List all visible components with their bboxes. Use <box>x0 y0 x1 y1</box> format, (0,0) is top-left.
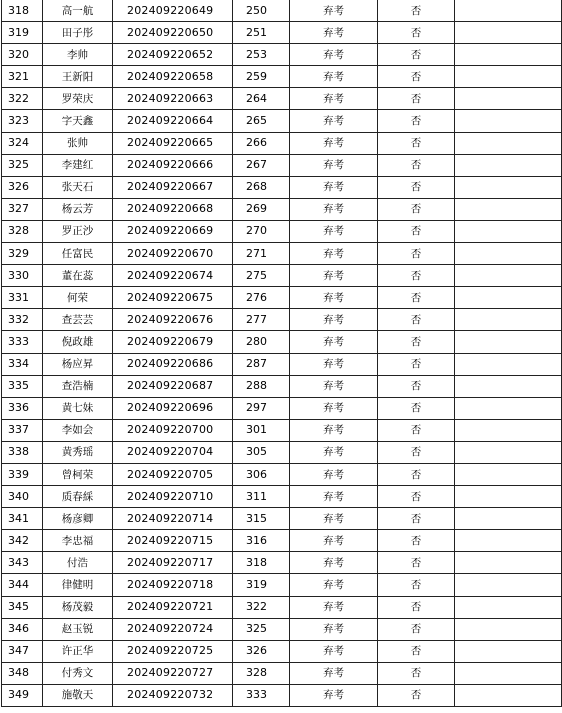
exam-status-cell: 弃考 <box>290 220 378 242</box>
admission-ticket-cell: 202409220663 <box>113 88 233 110</box>
admission-ticket-cell: 202409220666 <box>113 154 233 176</box>
candidate-name-cell: 倪政雄 <box>43 331 113 353</box>
seat-number-cell: 306 <box>233 463 290 485</box>
table-row <box>2 684 562 706</box>
admission-ticket-cell: 202409220714 <box>113 508 233 530</box>
admission-ticket-cell: 202409220665 <box>113 132 233 154</box>
table-row <box>2 309 562 331</box>
results-sheet <box>1 0 561 707</box>
qualified-cell: 否 <box>378 419 455 441</box>
table-row <box>2 662 562 684</box>
exam-status-cell: 弃考 <box>290 552 378 574</box>
remarks-cell <box>455 530 562 552</box>
row-number-cell: 319 <box>2 22 43 44</box>
qualified-cell: 否 <box>378 552 455 574</box>
seat-number-cell: 315 <box>233 508 290 530</box>
candidate-name-cell: 付浩 <box>43 552 113 574</box>
row-number-cell: 345 <box>2 596 43 618</box>
seat-number-cell: 322 <box>233 596 290 618</box>
qualified-cell: 否 <box>378 640 455 662</box>
table-row <box>2 44 562 66</box>
row-number-cell: 349 <box>2 684 43 706</box>
remarks-cell <box>455 265 562 287</box>
qualified-cell: 否 <box>378 441 455 463</box>
qualified-cell: 否 <box>378 44 455 66</box>
row-number-cell: 329 <box>2 243 43 265</box>
exam-status-cell: 弃考 <box>290 265 378 287</box>
exam-status-cell: 弃考 <box>290 375 378 397</box>
seat-number-cell: 318 <box>233 552 290 574</box>
remarks-cell <box>455 88 562 110</box>
seat-number-cell: 269 <box>233 198 290 220</box>
table-row <box>2 198 562 220</box>
candidate-name-cell: 杨彦卿 <box>43 508 113 530</box>
remarks-cell <box>455 198 562 220</box>
qualified-cell: 否 <box>378 110 455 132</box>
candidate-name-cell: 董在蕊 <box>43 265 113 287</box>
remarks-cell <box>455 486 562 508</box>
row-number-cell: 346 <box>2 618 43 640</box>
remarks-cell <box>455 397 562 419</box>
admission-ticket-cell: 202409220718 <box>113 574 233 596</box>
candidate-name-cell: 曾柯荣 <box>43 463 113 485</box>
qualified-cell: 否 <box>378 463 455 485</box>
row-number-cell: 348 <box>2 662 43 684</box>
qualified-cell: 否 <box>378 132 455 154</box>
seat-number-cell: 287 <box>233 353 290 375</box>
remarks-cell <box>455 574 562 596</box>
admission-ticket-cell: 202409220668 <box>113 198 233 220</box>
admission-ticket-cell: 202409220670 <box>113 243 233 265</box>
qualified-cell: 否 <box>378 397 455 419</box>
seat-number-cell: 328 <box>233 662 290 684</box>
row-number-cell: 338 <box>2 441 43 463</box>
candidate-name-cell: 杨云芳 <box>43 198 113 220</box>
remarks-cell <box>455 220 562 242</box>
seat-number-cell: 305 <box>233 441 290 463</box>
admission-ticket-cell: 202409220676 <box>113 309 233 331</box>
row-number-cell: 334 <box>2 353 43 375</box>
candidate-name-cell: 质春綵 <box>43 486 113 508</box>
candidate-name-cell: 张帅 <box>43 132 113 154</box>
seat-number-cell: 266 <box>233 132 290 154</box>
exam-status-cell: 弃考 <box>290 441 378 463</box>
remarks-cell <box>455 309 562 331</box>
admission-ticket-cell: 202409220687 <box>113 375 233 397</box>
exam-status-cell: 弃考 <box>290 22 378 44</box>
remarks-cell <box>455 552 562 574</box>
admission-ticket-cell: 202409220658 <box>113 66 233 88</box>
seat-number-cell: 333 <box>233 684 290 706</box>
candidate-name-cell: 任富民 <box>43 243 113 265</box>
table-row <box>2 66 562 88</box>
table-row <box>2 596 562 618</box>
seat-number-cell: 277 <box>233 309 290 331</box>
candidate-name-cell: 字天鑫 <box>43 110 113 132</box>
remarks-cell <box>455 287 562 309</box>
seat-number-cell: 264 <box>233 88 290 110</box>
qualified-cell: 否 <box>378 684 455 706</box>
remarks-cell <box>455 243 562 265</box>
qualified-cell: 否 <box>378 596 455 618</box>
remarks-cell <box>455 331 562 353</box>
exam-status-cell: 弃考 <box>290 662 378 684</box>
admission-ticket-cell: 202409220686 <box>113 353 233 375</box>
admission-ticket-cell: 202409220724 <box>113 618 233 640</box>
candidate-name-cell: 杨茂毅 <box>43 596 113 618</box>
candidate-name-cell: 张天石 <box>43 176 113 198</box>
row-number-cell: 344 <box>2 574 43 596</box>
qualified-cell: 否 <box>378 88 455 110</box>
candidate-name-cell: 田子彤 <box>43 22 113 44</box>
table-row <box>2 176 562 198</box>
candidate-name-cell: 查芸芸 <box>43 309 113 331</box>
results-table <box>1 0 562 707</box>
exam-status-cell: 弃考 <box>290 66 378 88</box>
table-row <box>2 618 562 640</box>
qualified-cell: 否 <box>378 618 455 640</box>
admission-ticket-cell: 202409220675 <box>113 287 233 309</box>
exam-status-cell: 弃考 <box>290 530 378 552</box>
admission-ticket-cell: 202409220649 <box>113 0 233 22</box>
candidate-name-cell: 黄七妹 <box>43 397 113 419</box>
table-row <box>2 220 562 242</box>
qualified-cell: 否 <box>378 22 455 44</box>
seat-number-cell: 326 <box>233 640 290 662</box>
qualified-cell: 否 <box>378 243 455 265</box>
seat-number-cell: 311 <box>233 486 290 508</box>
seat-number-cell: 297 <box>233 397 290 419</box>
row-number-cell: 333 <box>2 331 43 353</box>
table-row <box>2 331 562 353</box>
qualified-cell: 否 <box>378 265 455 287</box>
remarks-cell <box>455 684 562 706</box>
admission-ticket-cell: 202409220700 <box>113 419 233 441</box>
exam-status-cell: 弃考 <box>290 508 378 530</box>
admission-ticket-cell: 202409220652 <box>113 44 233 66</box>
candidate-name-cell: 罗荣庆 <box>43 88 113 110</box>
row-number-cell: 332 <box>2 309 43 331</box>
remarks-cell <box>455 662 562 684</box>
qualified-cell: 否 <box>378 375 455 397</box>
admission-ticket-cell: 202409220710 <box>113 486 233 508</box>
exam-status-cell: 弃考 <box>290 44 378 66</box>
seat-number-cell: 288 <box>233 375 290 397</box>
row-number-cell: 339 <box>2 463 43 485</box>
table-row <box>2 574 562 596</box>
qualified-cell: 否 <box>378 486 455 508</box>
qualified-cell: 否 <box>378 331 455 353</box>
table-row <box>2 508 562 530</box>
row-number-cell: 325 <box>2 154 43 176</box>
table-row <box>2 110 562 132</box>
table-row <box>2 419 562 441</box>
exam-status-cell: 弃考 <box>290 574 378 596</box>
qualified-cell: 否 <box>378 574 455 596</box>
exam-status-cell: 弃考 <box>290 640 378 662</box>
exam-status-cell: 弃考 <box>290 154 378 176</box>
exam-status-cell: 弃考 <box>290 486 378 508</box>
seat-number-cell: 267 <box>233 154 290 176</box>
row-number-cell: 324 <box>2 132 43 154</box>
exam-status-cell: 弃考 <box>290 463 378 485</box>
table-row <box>2 552 562 574</box>
candidate-name-cell: 何荣 <box>43 287 113 309</box>
table-row <box>2 353 562 375</box>
remarks-cell <box>455 419 562 441</box>
row-number-cell: 323 <box>2 110 43 132</box>
seat-number-cell: 301 <box>233 419 290 441</box>
seat-number-cell: 316 <box>233 530 290 552</box>
seat-number-cell: 319 <box>233 574 290 596</box>
qualified-cell: 否 <box>378 176 455 198</box>
table-row <box>2 132 562 154</box>
seat-number-cell: 251 <box>233 22 290 44</box>
table-row <box>2 265 562 287</box>
seat-number-cell: 259 <box>233 66 290 88</box>
exam-status-cell: 弃考 <box>290 618 378 640</box>
seat-number-cell: 325 <box>233 618 290 640</box>
remarks-cell <box>455 132 562 154</box>
candidate-name-cell: 李如会 <box>43 419 113 441</box>
candidate-name-cell: 杨应昇 <box>43 353 113 375</box>
remarks-cell <box>455 353 562 375</box>
exam-status-cell: 弃考 <box>290 243 378 265</box>
table-row <box>2 375 562 397</box>
qualified-cell: 否 <box>378 309 455 331</box>
remarks-cell <box>455 154 562 176</box>
exam-status-cell: 弃考 <box>290 309 378 331</box>
qualified-cell: 否 <box>378 198 455 220</box>
remarks-cell <box>455 618 562 640</box>
row-number-cell: 327 <box>2 198 43 220</box>
admission-ticket-cell: 202409220704 <box>113 441 233 463</box>
candidate-name-cell: 李建红 <box>43 154 113 176</box>
qualified-cell: 否 <box>378 662 455 684</box>
candidate-name-cell: 付秀文 <box>43 662 113 684</box>
exam-status-cell: 弃考 <box>290 684 378 706</box>
table-row <box>2 0 562 22</box>
remarks-cell <box>455 110 562 132</box>
row-number-cell: 322 <box>2 88 43 110</box>
candidate-name-cell: 赵玉锐 <box>43 618 113 640</box>
admission-ticket-cell: 202409220674 <box>113 265 233 287</box>
admission-ticket-cell: 202409220650 <box>113 22 233 44</box>
remarks-cell <box>455 22 562 44</box>
candidate-name-cell: 高一航 <box>43 0 113 22</box>
qualified-cell: 否 <box>378 508 455 530</box>
remarks-cell <box>455 0 562 22</box>
exam-status-cell: 弃考 <box>290 596 378 618</box>
remarks-cell <box>455 508 562 530</box>
row-number-cell: 335 <box>2 375 43 397</box>
seat-number-cell: 268 <box>233 176 290 198</box>
row-number-cell: 318 <box>2 0 43 22</box>
candidate-name-cell: 律健明 <box>43 574 113 596</box>
seat-number-cell: 265 <box>233 110 290 132</box>
admission-ticket-cell: 202409220664 <box>113 110 233 132</box>
exam-status-cell: 弃考 <box>290 397 378 419</box>
candidate-name-cell: 查浩楠 <box>43 375 113 397</box>
remarks-cell <box>455 596 562 618</box>
remarks-cell <box>455 66 562 88</box>
exam-status-cell: 弃考 <box>290 132 378 154</box>
seat-number-cell: 250 <box>233 0 290 22</box>
qualified-cell: 否 <box>378 154 455 176</box>
exam-status-cell: 弃考 <box>290 287 378 309</box>
seat-number-cell: 276 <box>233 287 290 309</box>
admission-ticket-cell: 202409220725 <box>113 640 233 662</box>
row-number-cell: 321 <box>2 66 43 88</box>
row-number-cell: 331 <box>2 287 43 309</box>
remarks-cell <box>455 44 562 66</box>
row-number-cell: 320 <box>2 44 43 66</box>
admission-ticket-cell: 202409220721 <box>113 596 233 618</box>
row-number-cell: 337 <box>2 419 43 441</box>
table-row <box>2 486 562 508</box>
qualified-cell: 否 <box>378 66 455 88</box>
seat-number-cell: 270 <box>233 220 290 242</box>
seat-number-cell: 253 <box>233 44 290 66</box>
row-number-cell: 341 <box>2 508 43 530</box>
table-row <box>2 154 562 176</box>
seat-number-cell: 275 <box>233 265 290 287</box>
qualified-cell: 否 <box>378 220 455 242</box>
row-number-cell: 330 <box>2 265 43 287</box>
admission-ticket-cell: 202409220705 <box>113 463 233 485</box>
table-row <box>2 463 562 485</box>
table-row <box>2 441 562 463</box>
candidate-name-cell: 罗正沙 <box>43 220 113 242</box>
exam-status-cell: 弃考 <box>290 176 378 198</box>
admission-ticket-cell: 202409220667 <box>113 176 233 198</box>
candidate-name-cell: 李帅 <box>43 44 113 66</box>
exam-status-cell: 弃考 <box>290 353 378 375</box>
qualified-cell: 否 <box>378 287 455 309</box>
remarks-cell <box>455 375 562 397</box>
candidate-name-cell: 王新阳 <box>43 66 113 88</box>
remarks-cell <box>455 463 562 485</box>
remarks-cell <box>455 176 562 198</box>
admission-ticket-cell: 202409220717 <box>113 552 233 574</box>
admission-ticket-cell: 202409220669 <box>113 220 233 242</box>
exam-status-cell: 弃考 <box>290 419 378 441</box>
admission-ticket-cell: 202409220715 <box>113 530 233 552</box>
table-row <box>2 243 562 265</box>
table-row <box>2 530 562 552</box>
row-number-cell: 328 <box>2 220 43 242</box>
seat-number-cell: 271 <box>233 243 290 265</box>
seat-number-cell: 280 <box>233 331 290 353</box>
candidate-name-cell: 施敬天 <box>43 684 113 706</box>
qualified-cell: 否 <box>378 0 455 22</box>
row-number-cell: 347 <box>2 640 43 662</box>
qualified-cell: 否 <box>378 353 455 375</box>
candidate-name-cell: 李忠福 <box>43 530 113 552</box>
qualified-cell: 否 <box>378 530 455 552</box>
row-number-cell: 343 <box>2 552 43 574</box>
table-body <box>2 0 562 707</box>
admission-ticket-cell: 202409220696 <box>113 397 233 419</box>
row-number-cell: 336 <box>2 397 43 419</box>
table-row <box>2 640 562 662</box>
candidate-name-cell: 许正华 <box>43 640 113 662</box>
row-number-cell: 340 <box>2 486 43 508</box>
remarks-cell <box>455 640 562 662</box>
candidate-name-cell: 黄秀瑶 <box>43 441 113 463</box>
remarks-cell <box>455 441 562 463</box>
exam-status-cell: 弃考 <box>290 0 378 22</box>
admission-ticket-cell: 202409220679 <box>113 331 233 353</box>
exam-status-cell: 弃考 <box>290 88 378 110</box>
table-row <box>2 287 562 309</box>
table-row <box>2 397 562 419</box>
row-number-cell: 326 <box>2 176 43 198</box>
admission-ticket-cell: 202409220727 <box>113 662 233 684</box>
row-number-cell: 342 <box>2 530 43 552</box>
table-row <box>2 22 562 44</box>
exam-status-cell: 弃考 <box>290 110 378 132</box>
exam-status-cell: 弃考 <box>290 198 378 220</box>
exam-status-cell: 弃考 <box>290 331 378 353</box>
table-row <box>2 88 562 110</box>
admission-ticket-cell: 202409220732 <box>113 684 233 706</box>
